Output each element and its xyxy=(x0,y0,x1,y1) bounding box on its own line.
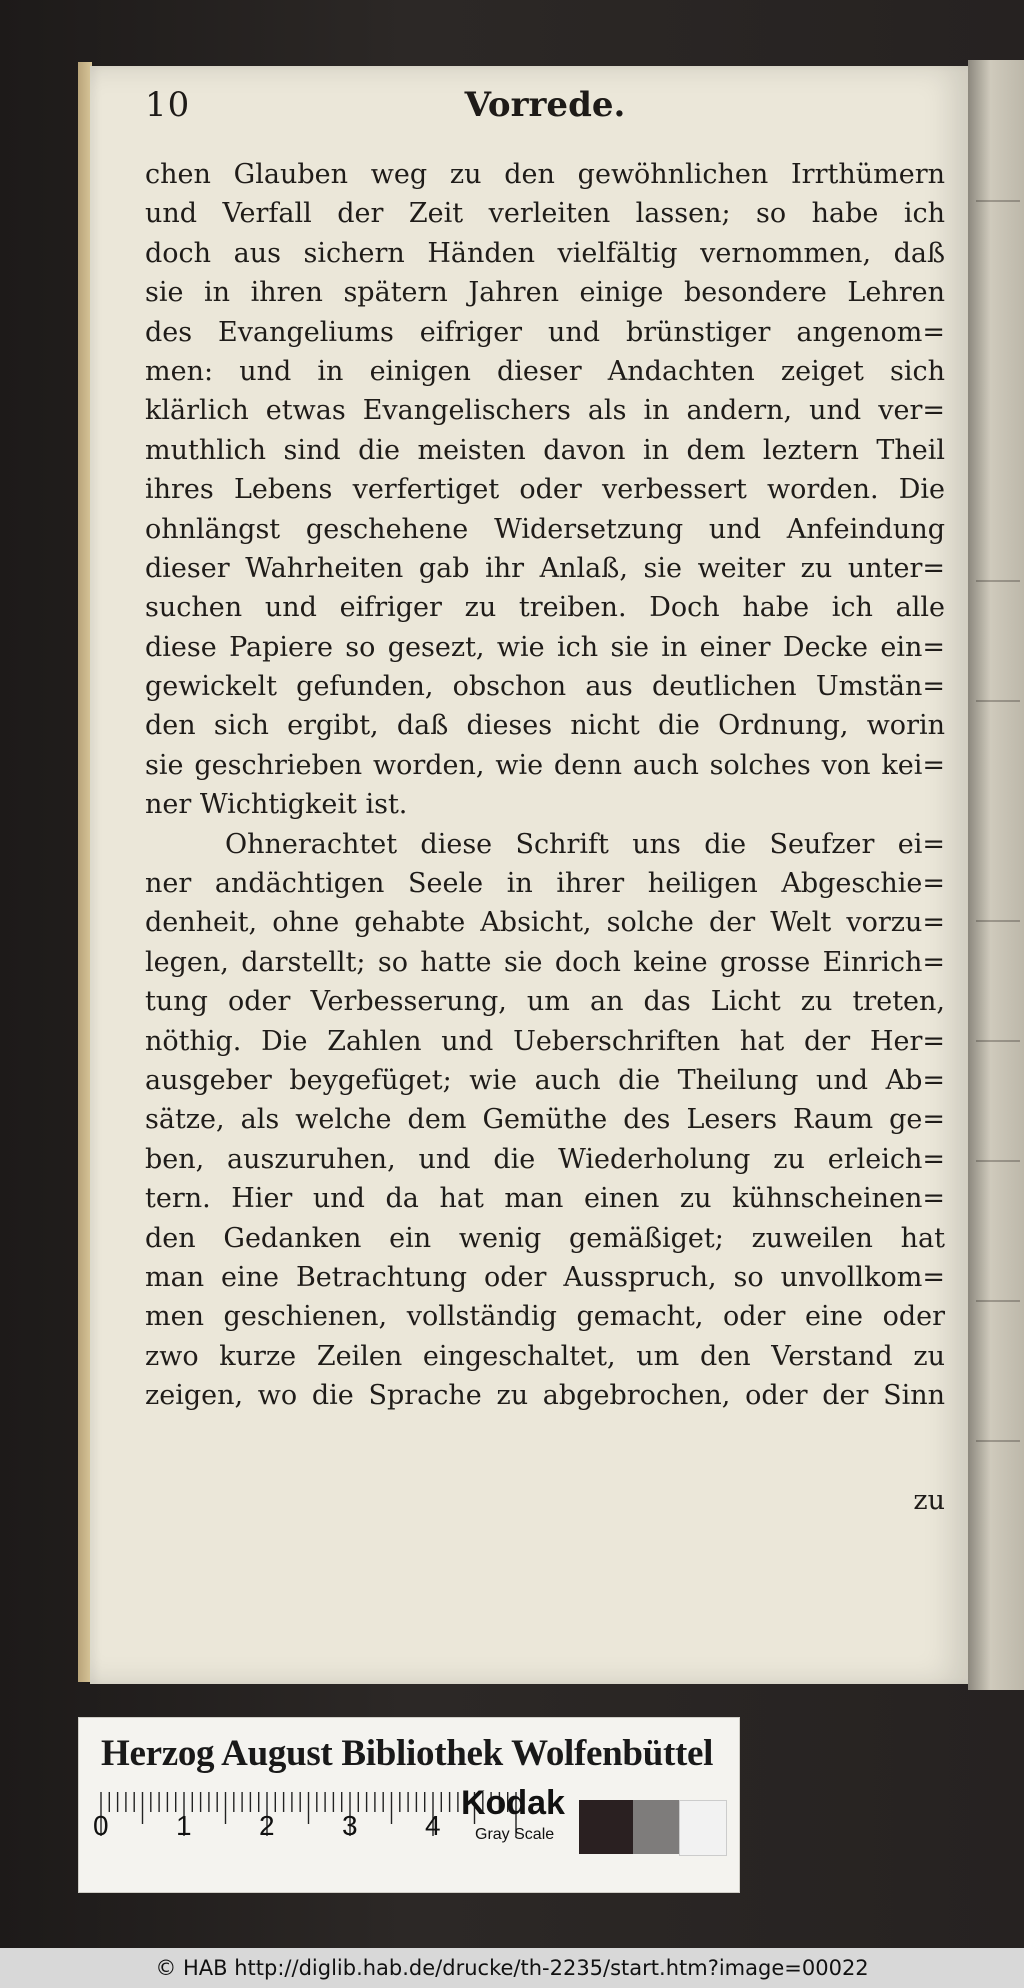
library-name: Herzog August Bibliothek Wolfenbüttel xyxy=(101,1733,714,1774)
text-line: man eine Betrachtung oder Ausspruch, so unvollkom= xyxy=(145,1261,945,1293)
text-line: zwo kurze Zeilen eingeschaltet, um den Verstand zu xyxy=(145,1340,945,1372)
text-line: dieser Wahrheiten gab ihr Anlaß, sie weiter zu unter= xyxy=(145,552,945,584)
gray-swatch-dark xyxy=(579,1800,633,1854)
bleed-mark xyxy=(976,1040,1020,1064)
text-line: tern. Hier und da hat man einen zu kühnscheinen= xyxy=(145,1183,945,1215)
text-line: des Evangeliums eifriger und brünstiger angenom= xyxy=(145,316,945,348)
text-line: men: und in einigen dieser Andachten zeiget sich xyxy=(145,355,945,387)
ruler-ticks xyxy=(97,1790,517,1850)
text-line: ben, auszuruhen, und die Wiederholung zu erleich= xyxy=(145,1143,945,1175)
ruler-number: 4 xyxy=(425,1810,441,1841)
text-line: chen Glauben weg zu den gewöhnlichen Irrthümern xyxy=(145,159,945,190)
text-line: ihres Lebens verfertiget oder verbessert worden. Die xyxy=(145,474,945,506)
bleed-mark xyxy=(976,580,1020,604)
gray-swatch-mid xyxy=(633,1800,679,1854)
bleed-mark xyxy=(976,1440,1020,1464)
page-header xyxy=(145,85,945,145)
text-line: den sich ergibt, daß dieses nicht die Ordnung, worin xyxy=(145,710,945,742)
text-line: nöthig. Die Zahlen und Ueberschriften hat der Her= xyxy=(145,1025,945,1057)
color-target-card xyxy=(78,1717,740,1893)
text-line: gewickelt gefunden, obschon aus deutlichen Umstän= xyxy=(145,671,945,703)
bleed-mark xyxy=(976,200,1020,224)
gray-swatch-light xyxy=(679,1800,727,1856)
gray-scale-label: Gray Scale xyxy=(475,1826,555,1843)
bleed-mark xyxy=(976,700,1020,724)
ruler-number: 1 xyxy=(176,1810,192,1841)
kodak-logo: Kodak xyxy=(461,1784,565,1822)
ruler-number: 0 xyxy=(93,1810,109,1841)
page-number: 10 xyxy=(145,85,191,125)
ruler-number: 2 xyxy=(259,1810,275,1841)
text-line: sie in ihren spätern Jahren einige besondere Lehren xyxy=(145,277,945,309)
bleed-mark xyxy=(976,920,1020,944)
copyright-footer: © HAB http://diglib.hab.de/drucke/th-2235/start.htm?image=00022 xyxy=(0,1948,1024,1988)
body-text xyxy=(145,155,945,1416)
ruler xyxy=(97,1790,517,1850)
running-head: Vorrede. xyxy=(464,85,626,125)
text-line: ohnlängst geschehene Widersetzung und Anfeindung xyxy=(145,513,945,545)
text-line: den Gedanken ein wenig gemäßiget; zuweilen hat xyxy=(145,1222,945,1254)
adjacent-page-edge xyxy=(968,60,1024,1690)
ruler-number: 3 xyxy=(342,1810,358,1841)
text-line: sätze, als welche dem Gemüthe des Lesers Raum ge= xyxy=(145,1104,945,1136)
text-line: suchen und eifriger zu treiben. Doch habe ich alle xyxy=(145,592,945,624)
text-line: men geschienen, vollständig gemacht, oder eine oder xyxy=(145,1301,945,1333)
text-line: ner andächtigen Seele in ihrer heiligen Abgeschie= xyxy=(145,868,945,900)
text-line: denheit, ohne gehabte Absicht, solche der Welt vorzu= xyxy=(145,907,945,939)
text-line: tung oder Verbesserung, um an das Licht zu treten, xyxy=(145,986,945,1018)
catchword: zu xyxy=(913,1485,945,1516)
text-line: und Verfall der Zeit verleiten lassen; so habe ich xyxy=(145,198,945,230)
text-line: muthlich sind die meisten davon in dem leztern Theil xyxy=(145,434,945,466)
text-line: ner Wichtigkeit ist. xyxy=(145,789,408,821)
text-line: diese Papiere so gesezt, wie ich sie in einer Decke ein= xyxy=(145,631,945,663)
text-line: Ohnerachtet diese Schrift uns die Seufzer ei= xyxy=(225,828,945,860)
text-line: sie geschrieben worden, wie denn auch solches von kei= xyxy=(145,749,945,781)
text-line: legen, darstellt; so hatte sie doch keine grosse Einrich= xyxy=(145,946,945,978)
text-line: zeigen, wo die Sprache zu abgebrochen, oder der Sinn xyxy=(145,1380,945,1412)
bleed-mark xyxy=(976,1300,1020,1324)
bleed-mark xyxy=(976,1160,1020,1184)
text-line: doch aus sichern Händen vielfältig vernommen, daß xyxy=(145,237,945,269)
text-line: ausgeber beygefüget; wie auch die Theilung und Ab= xyxy=(145,1064,945,1096)
text-line: klärlich etwas Evangelischers als in andern, und ver= xyxy=(145,395,945,427)
